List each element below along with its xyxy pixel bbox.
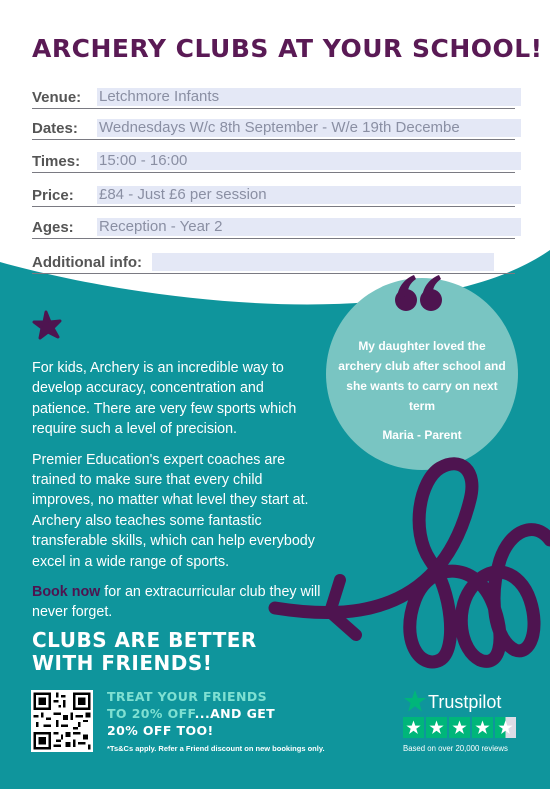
qr-code-icon[interactable] — [31, 690, 93, 752]
friends-heading-line: CLUBS ARE BETTER — [32, 628, 257, 652]
refer-line-teal: TO 20% OFF — [107, 706, 195, 721]
dates-field[interactable]: Wednesdays W/c 8th September - W/e 19th Decembe — [97, 119, 521, 137]
friends-heading — [32, 629, 257, 675]
testimonial-author: Maria - Parent — [382, 428, 462, 442]
book-now-link[interactable]: Book now — [32, 584, 101, 601]
ages-row — [32, 216, 515, 239]
friends-heading-line: WITH FRIENDS! — [32, 651, 213, 675]
terms-note: *Ts&Cs apply. Refer a Friend discount on new bookings only. — [107, 744, 325, 753]
price-row — [32, 184, 515, 207]
additional-info-field[interactable] — [152, 253, 494, 271]
ages-field[interactable]: Reception - Year 2 — [97, 218, 521, 236]
refer-line: 20% OFF TOO! — [107, 723, 214, 738]
call-to-action — [32, 582, 322, 623]
times-row — [32, 150, 515, 173]
refer-line-white: ...AND GET — [194, 706, 276, 721]
dates-row — [32, 117, 515, 140]
rating-star — [449, 717, 470, 738]
page-title: ARCHERY CLUBS AT YOUR SCHOOL! — [32, 34, 543, 63]
rating-star — [472, 717, 493, 738]
times-label: Times: — [32, 153, 81, 170]
additional-info-row — [32, 251, 515, 274]
description — [32, 358, 322, 633]
refer-a-friend-offer — [107, 688, 275, 739]
rating-star — [495, 717, 516, 738]
trustpilot-star-icon — [403, 689, 427, 713]
venue-row — [32, 86, 515, 109]
price-field[interactable]: £84 - Just £6 per session — [97, 186, 521, 204]
refer-line: TREAT YOUR FRIENDS — [107, 689, 268, 704]
times-field[interactable]: 15:00 - 16:00 — [97, 152, 521, 170]
additional-info-label: Additional info: — [32, 254, 142, 271]
ages-label: Ages: — [32, 219, 74, 236]
trustpilot-logo: Trustpilot — [428, 692, 502, 712]
venue-label: Venue: — [32, 89, 82, 106]
description-paragraph: Premier Education's expert coaches are trained to make sure that every child improves, no matter what level they start at. Archery also teaches some fantastic transferable skills, which can help everybody excel in a wide range of sports. — [32, 451, 315, 570]
description-paragraph: For kids, Archery is an incredible way to develop accuracy, concentration and patience. There are very few sports which require such a level of precision. — [32, 360, 297, 438]
rating-star — [426, 717, 447, 738]
call-to-action-text: for an extracurricular club they will never forget. — [32, 584, 321, 621]
rating-star — [403, 717, 424, 738]
price-label: Price: — [32, 187, 74, 204]
dates-label: Dates: — [32, 120, 78, 137]
trustpilot-rating-stars — [403, 717, 516, 738]
trustpilot-reviews-count: Based on over 20,000 reviews — [403, 744, 508, 753]
venue-field[interactable]: Letchmore Infants — [97, 88, 521, 106]
testimonial-quote: My daughter loved the archery club after school and she wants to carry on next term — [338, 339, 506, 413]
refer-line — [107, 705, 275, 722]
